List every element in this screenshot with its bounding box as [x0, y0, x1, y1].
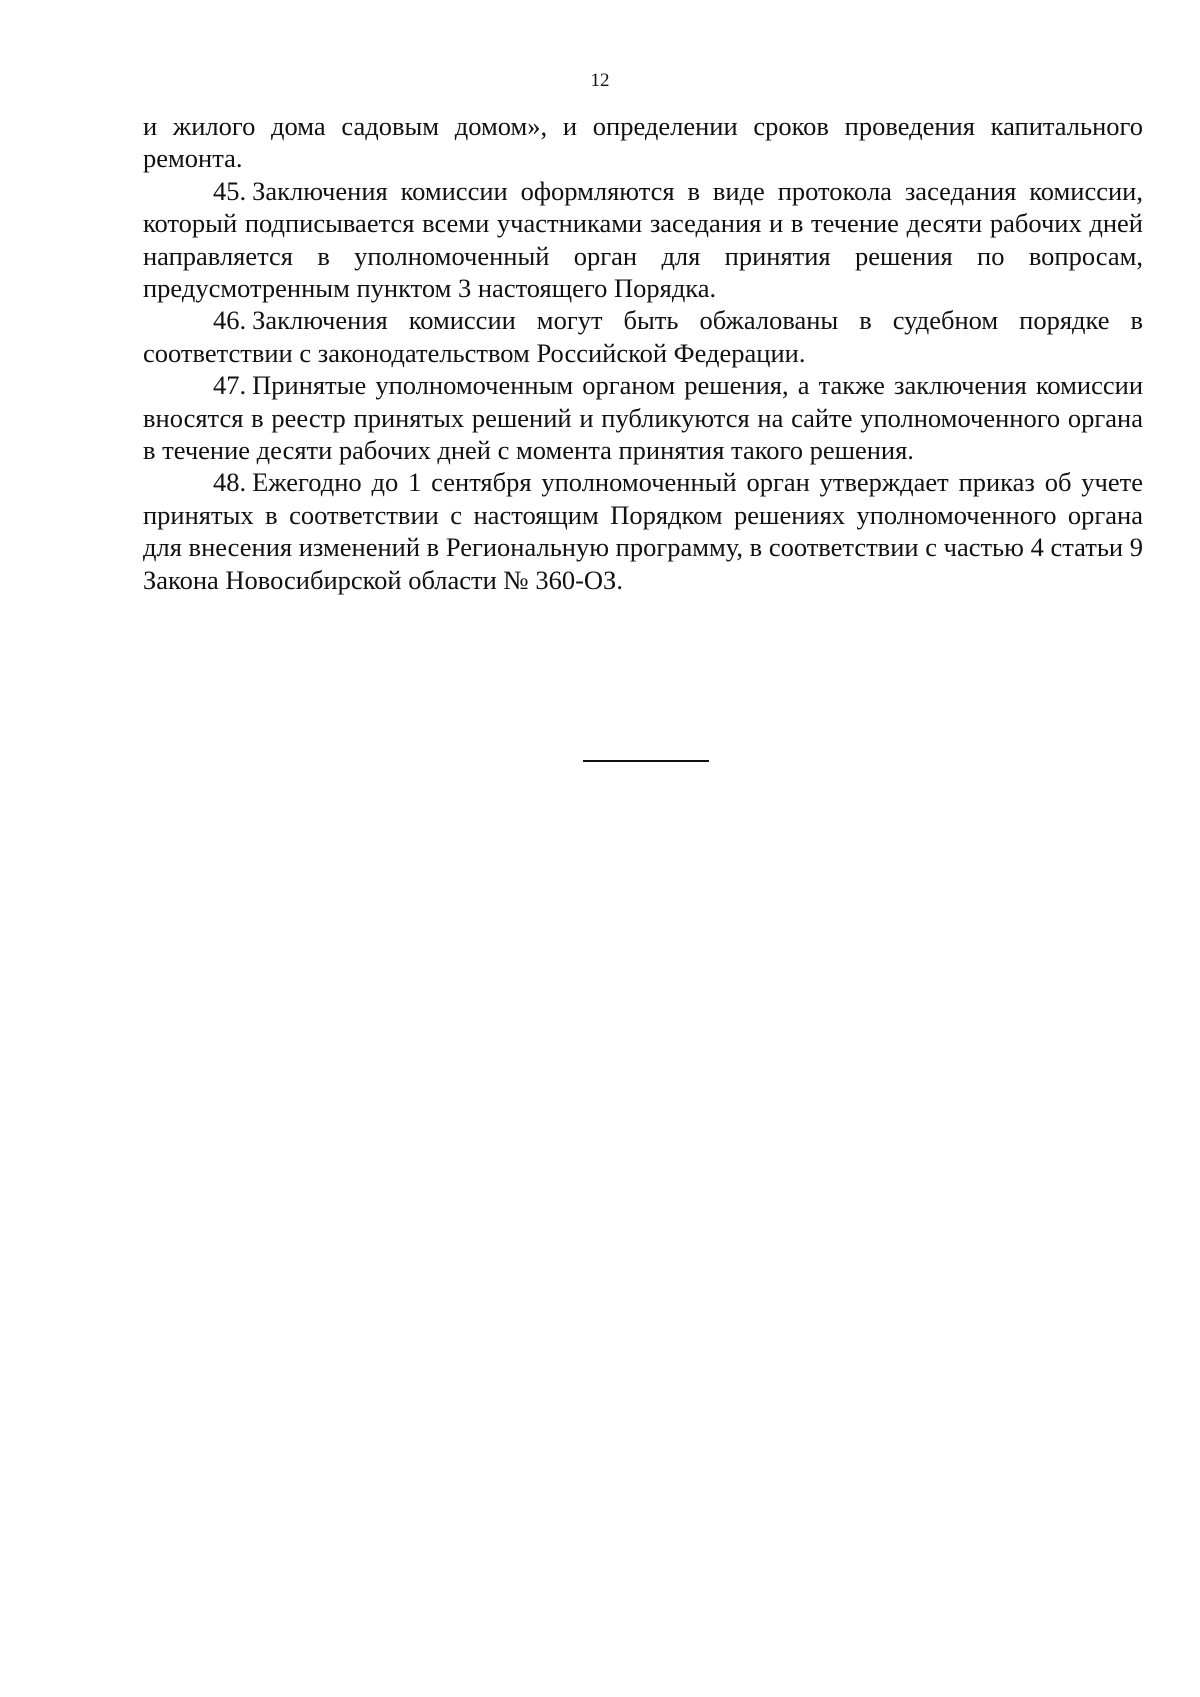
- paragraph-48: [143, 466, 1143, 596]
- end-of-document-rule: [583, 760, 709, 762]
- paragraph-text: Заключения комиссии оформляются в виде протокола заседания комиссии, который подписывается всеми участниками заседания и в течение десяти рабочих дней направляется в уполномоченный орган для принятия решения по вопросам, предусмотренным пунктом 3 настоящего Порядка.: [143, 175, 1143, 304]
- paragraph-47: [143, 369, 1143, 466]
- paragraph-45: [143, 175, 1143, 305]
- paragraph-text: Ежегодно до 1 сентября уполномоченный орган утверждает приказ об учете принятых в соответствии с настоящим Порядком решениях уполномоченного органа для внесения изменений в Региональную программу, в соответствии с частью 4 статьи 9 Закона Новосибирской области № 360-ОЗ.: [143, 467, 1143, 595]
- paragraph-number: 47.: [213, 370, 247, 401]
- page-number: 12: [590, 70, 610, 91]
- paragraph-continuation: [143, 110, 1143, 175]
- document-body: [143, 110, 1143, 596]
- paragraph-46: [143, 304, 1143, 369]
- paragraph-number: 45.: [213, 175, 247, 206]
- paragraph-number: 46.: [213, 305, 247, 336]
- paragraph-text: Принятые уполномоченным органом решения, а также заключения комиссии вносятся в реестр принятых решений и публикуются на сайте уполномоченного органа в течение десяти рабочих дней с момента принятия такого решения.: [143, 370, 1143, 466]
- paragraph-number: 48.: [213, 467, 247, 498]
- paragraph-text: Заключения комиссии могут быть обжалованы в судебном порядке в соответствии с законодательством Российской Федерации.: [143, 305, 1143, 368]
- paragraph-text: и жилого дома садовым домом», и определении сроков проведения капитального ремонта.: [143, 111, 1143, 174]
